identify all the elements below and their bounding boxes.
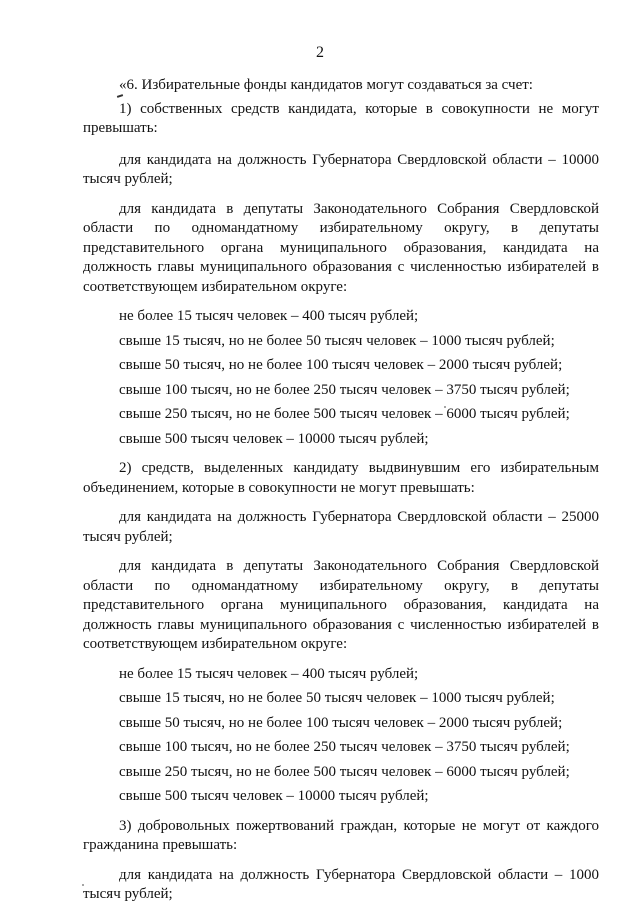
limit-row: свыше 50 тысяч, но не более 100 тысяч человек – 2000 тысяч рублей; — [119, 357, 563, 373]
limit-row: не более 15 тысяч человек – 400 тысяч рублей; — [119, 308, 419, 324]
paragraph-deputies-limit: для кандидата в депутаты Законодательного Собрания Свердловской области по одномандатному избирательному округу, в депутаты представительного органа муниципального образования, кандидата на должность главы муниципального образования с численностью избирателей в соответствующем избирательном округе: — [83, 558, 599, 652]
limit-row: свыше 250 тысяч, но не более 500 тысяч человек – 6000 тысяч рублей; — [119, 763, 570, 780]
limit-row: свыше 100 тысяч, но не более 250 тысяч человек – 3750 тысяч рублей; — [119, 739, 570, 755]
page-number: 2 — [316, 44, 324, 61]
limit-row: свыше 500 тысяч человек – 10000 тысяч рублей; — [119, 788, 429, 804]
limit-row: свыше 50 тысяч, но не более 100 тысяч человек – 2000 тысяч рублей; — [119, 714, 563, 731]
limit-row: свыше 500 тысяч человек – 10000 тысяч рублей; — [119, 430, 429, 447]
paragraph-item-3: 3) добровольных пожертвований граждан, которые не могут от каждого гражданина превышать: — [83, 817, 599, 853]
document-body — [83, 76, 599, 915]
paragraph-intro: «6. Избирательные фонды кандидатов могут создаваться за счет: — [119, 77, 533, 93]
paragraph-governor-limit: для кандидата на должность Губернатора Свердловской области – 1000 тысяч рублей; — [83, 866, 599, 902]
limit-row: свыше 100 тысяч, но не более 250 тысяч человек – 3750 тысяч рублей; — [119, 381, 570, 398]
paragraph-governor-limit: для кандидата на должность Губернатора Свердловской области – 25000 тысяч рублей; — [83, 509, 599, 545]
limit-row: свыше 15 тысяч, но не более 50 тысяч человек – 1000 тысяч рублей; — [119, 332, 555, 349]
paragraph-governor-limit: для кандидата на должность Губернатора Свердловской области – 10000 тысяч рублей; — [83, 151, 599, 187]
limit-row: свыше 15 тысяч, но не более 50 тысяч человек – 1000 тысяч рублей; — [119, 690, 555, 706]
paragraph-deputies-limit: для кандидата в депутаты Законодательного Собрания Свердловской области по одномандатному избирательному округу, в депутаты представительного органа муниципального образования, кандидата на должность главы муниципального образования с численностью избирателей в соответствующем избирательном округе: — [83, 200, 599, 295]
limit-row: не более 15 тысяч человек – 400 тысяч рублей; — [119, 665, 419, 682]
paragraph-item-2: 2) средств, выделенных кандидату выдвинувшим его избирательным объединением, которые в совокупности не могут превышать: — [83, 460, 599, 496]
limit-row: свыше 250 тысяч, но не более 500 тысяч человек – 6000 тысяч рублей; — [119, 406, 570, 422]
paragraph-item-1: 1) собственных средств кандидата, которые в совокупности не могут превышать: — [83, 100, 599, 136]
